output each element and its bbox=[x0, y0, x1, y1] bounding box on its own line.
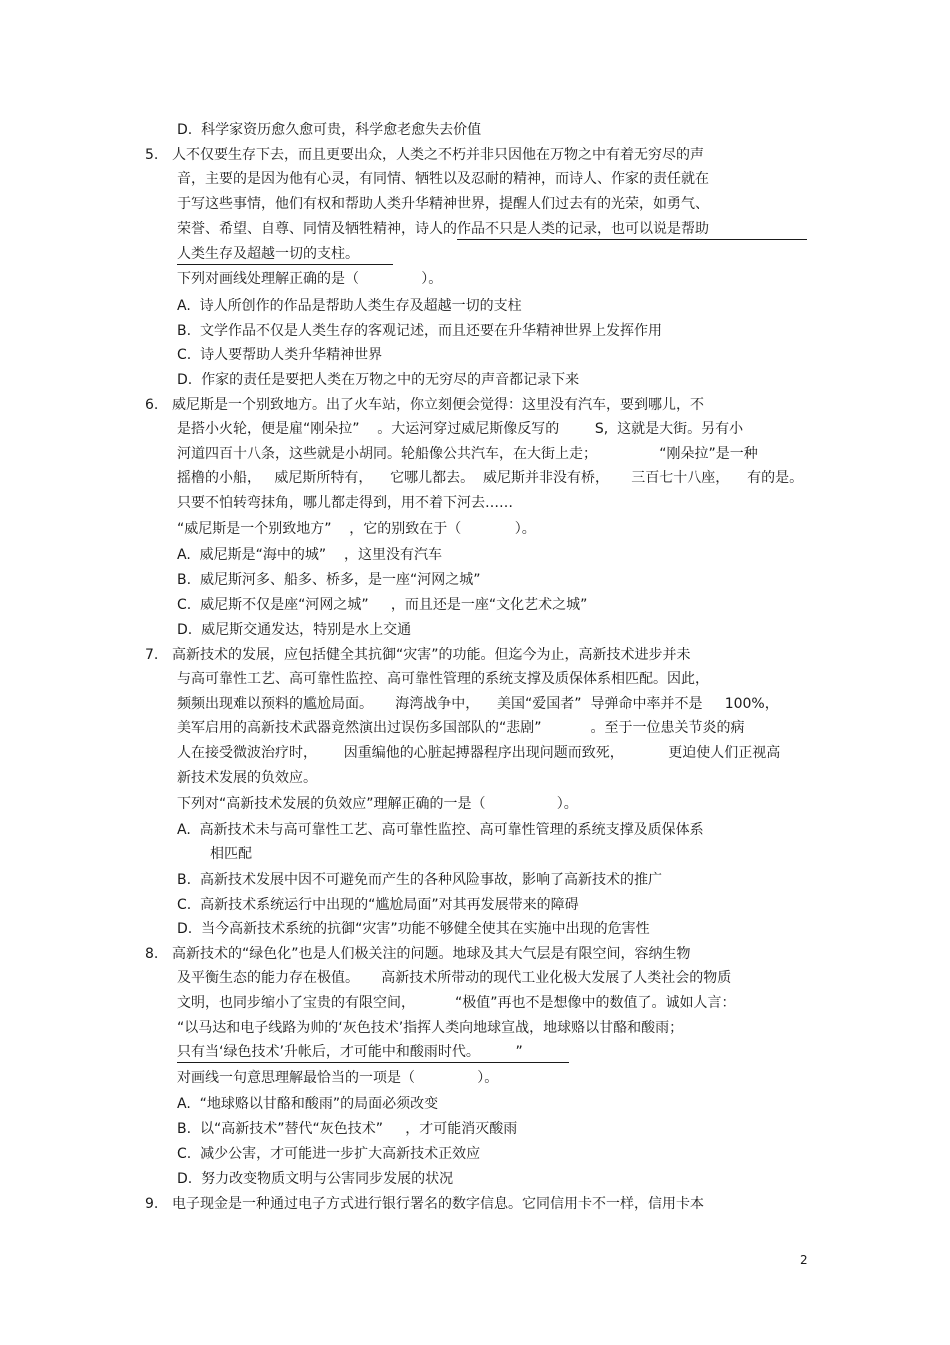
q6-passage-line-1: 威尼斯是一个别致地方。出了火车站，你立刻便会觉得：这里没有汽车，要到哪儿，不 bbox=[172, 397, 704, 413]
q5-option-c: C. 诗人要帮助人类升华精神世界 bbox=[177, 347, 383, 363]
q6-option-c: C. 威尼斯不仅是座“河网之城” ，而且还是一座“文化艺术之城” bbox=[177, 597, 588, 613]
question-number-9: 9. bbox=[145, 1196, 159, 1212]
q7-passage-line-4: 美军启用的高新技术武器竟然演出过误伤多国部队的“悲剧” 。至于一位患关节炎的病 bbox=[177, 720, 745, 736]
q6-stem: “威尼斯是一个别致地方” ，它的别致在于（ ）。 bbox=[177, 521, 536, 537]
q6-option-d: D. 威尼斯交通发达，特别是水上交通 bbox=[177, 622, 412, 638]
q5-passage-line-1: 人不仅要生存下去，而且更要出众，人类之不朽并非只因他在万物之中有着无穷尽的声 bbox=[172, 147, 704, 163]
q7-option-a-cont: 相匹配 bbox=[210, 846, 252, 862]
q7-option-c: C. 高新技术系统运行中出现的“尴尬局面”对其再发展带来的障碍 bbox=[177, 897, 579, 913]
q7-option-a: A. 高新技术未与高可靠性工艺、高可靠性监控、高可靠性管理的系统支撑及质保体系 bbox=[177, 822, 704, 838]
question-number-8: 8. bbox=[145, 946, 159, 962]
q5-passage-line-5: 人类生存及超越一切的支柱。 bbox=[177, 246, 359, 262]
q6-passage-line-2: 是搭小火轮，便是雇“刚朵拉” 。大运河穿过威尼斯像反写的 S, 这就是大街。另有小 bbox=[177, 421, 744, 437]
q8-option-b: B. 以“高新技术”替代“灰色技术” ，才可能消灭酸雨 bbox=[177, 1121, 518, 1137]
q5-option-d: D. 作家的责任是要把人类在万物之中的无穷尽的声音都记录下来 bbox=[177, 372, 580, 388]
q8-passage-line-2: 及平衡生态的能力存在极值。 高新技术所带动的现代工业化极大发展了人类社会的物质 bbox=[177, 970, 732, 986]
q8-passage-line-5: 只有当‘绿色技术’升帐后，才可能中和酸雨时代。 ” bbox=[177, 1044, 523, 1060]
q5-passage-line-2: 音，主要的是因为他有心灵，有同情、牺牲以及忍耐的精神，而诗人、作家的责任就在 bbox=[177, 171, 709, 187]
q7-passage-line-1: 高新技术的发展，应包括健全其抗御“灾害”的功能。但迄今为止，高新技术进步并未 bbox=[172, 647, 691, 663]
q7-passage-line-3: 频频出现难以预料的尴尬局面。 海湾战争中， 美国“爱国者” 导弹命中率并不是 100%， bbox=[177, 696, 779, 712]
q9-passage-line-1: 电子现金是一种通过电子方式进行银行署名的数字信息。它同信用卡不一样，信用卡本 bbox=[172, 1196, 704, 1212]
q6-passage-line-4: 摇橹的小船， 威尼斯所特有， 它哪儿都去。 威尼斯并非没有桥， 三百七十八座， 有的是。 bbox=[177, 470, 804, 486]
option-d-prev: D. 科学家资历愈久愈可贵，科学愈老愈失去价值 bbox=[177, 122, 482, 138]
q8-option-d: D. 努力改变物质文明与公害同步发展的状况 bbox=[177, 1171, 454, 1187]
q7-option-d: D. 当今高新技术系统的抗御“灾害”功能不够健全使其在实施中出现的危害性 bbox=[177, 921, 650, 937]
q6-passage-line-5: 只要不怕转弯抹角，哪儿都走得到，用不着下河去…… bbox=[177, 495, 513, 511]
q5-option-a: A. 诗人所创作的作品是帮助人类生存及超越一切的支柱 bbox=[177, 298, 522, 314]
page-number: 2 bbox=[800, 1253, 808, 1267]
q8-passage-line-1: 高新技术的“绿色化”也是人们极关注的问题。地球及其大气层是有限空间，容纳生物 bbox=[172, 946, 691, 962]
q8-stem: 对画线一句意思理解最恰当的一项是（ ）。 bbox=[177, 1070, 499, 1086]
q7-stem: 下列对“高新技术发展的负效应”理解正确的一是（ ）。 bbox=[177, 796, 578, 812]
q7-passage-line-6: 新技术发展的负效应。 bbox=[177, 770, 317, 786]
q5-stem: 下列对画线处理解正确的是（ ）。 bbox=[177, 271, 443, 287]
q8-option-c: C. 减少公害，才可能进一步扩大高新技术正效应 bbox=[177, 1146, 481, 1162]
q7-passage-line-5: 人在接受微波治疗时， 因重编他的心脏起搏器程序出现问题而致死， 更迫使人们正视高 bbox=[177, 745, 781, 761]
q6-option-a: A. 威尼斯是“海中的城” ，这里没有汽车 bbox=[177, 547, 442, 563]
q5-underline-1 bbox=[457, 239, 807, 240]
q5-option-b: B. 文学作品不仅是人类生存的客观记述，而且还要在升华精神世界上发挥作用 bbox=[177, 323, 662, 339]
q7-option-b: B. 高新技术发展中因不可避免而产生的各种风险事故，影响了高新技术的推广 bbox=[177, 872, 662, 888]
q8-underline bbox=[177, 1062, 569, 1063]
q5-passage-line-4: 荣誉、希望、自尊、同情及牺牲精神，诗人的作品不只是人类的记录，也可以说是帮助 bbox=[177, 221, 709, 237]
q6-passage-line-3: 河道四百十八条，这些就是小胡同。轮船像公共汽车，在大街上走； “刚朵拉”是一种 bbox=[177, 446, 758, 462]
q5-passage-line-3: 于写这些事情，他们有权和帮助人类升华精神世界，提醒人们过去有的光荣，如勇气、 bbox=[177, 196, 709, 212]
q6-option-b: B. 威尼斯河多、船多、桥多，是一座“河网之城” bbox=[177, 572, 481, 588]
question-number-5: 5. bbox=[145, 147, 159, 163]
q8-option-a: A. “地球赂以甘酪和酸雨”的局面必须改变 bbox=[177, 1096, 439, 1112]
q7-passage-line-2: 与高可靠性工艺、高可靠性监控、高可靠性管理的系统支撑及质保体系相匹配。因此， bbox=[177, 671, 709, 687]
question-number-6: 6. bbox=[145, 397, 159, 413]
question-number-7: 7. bbox=[145, 647, 159, 663]
q8-passage-line-4: “以马达和电子线路为帅的‘灰色技术’指挥人类向地球宣战，地球赂以甘酪和酸雨； bbox=[177, 1020, 684, 1036]
q5-underline-2 bbox=[177, 264, 393, 265]
q8-passage-line-3: 文明，也同步缩小了宝贵的有限空间， “极值”再也不是想像中的数值了。诚如人言： bbox=[177, 995, 736, 1011]
